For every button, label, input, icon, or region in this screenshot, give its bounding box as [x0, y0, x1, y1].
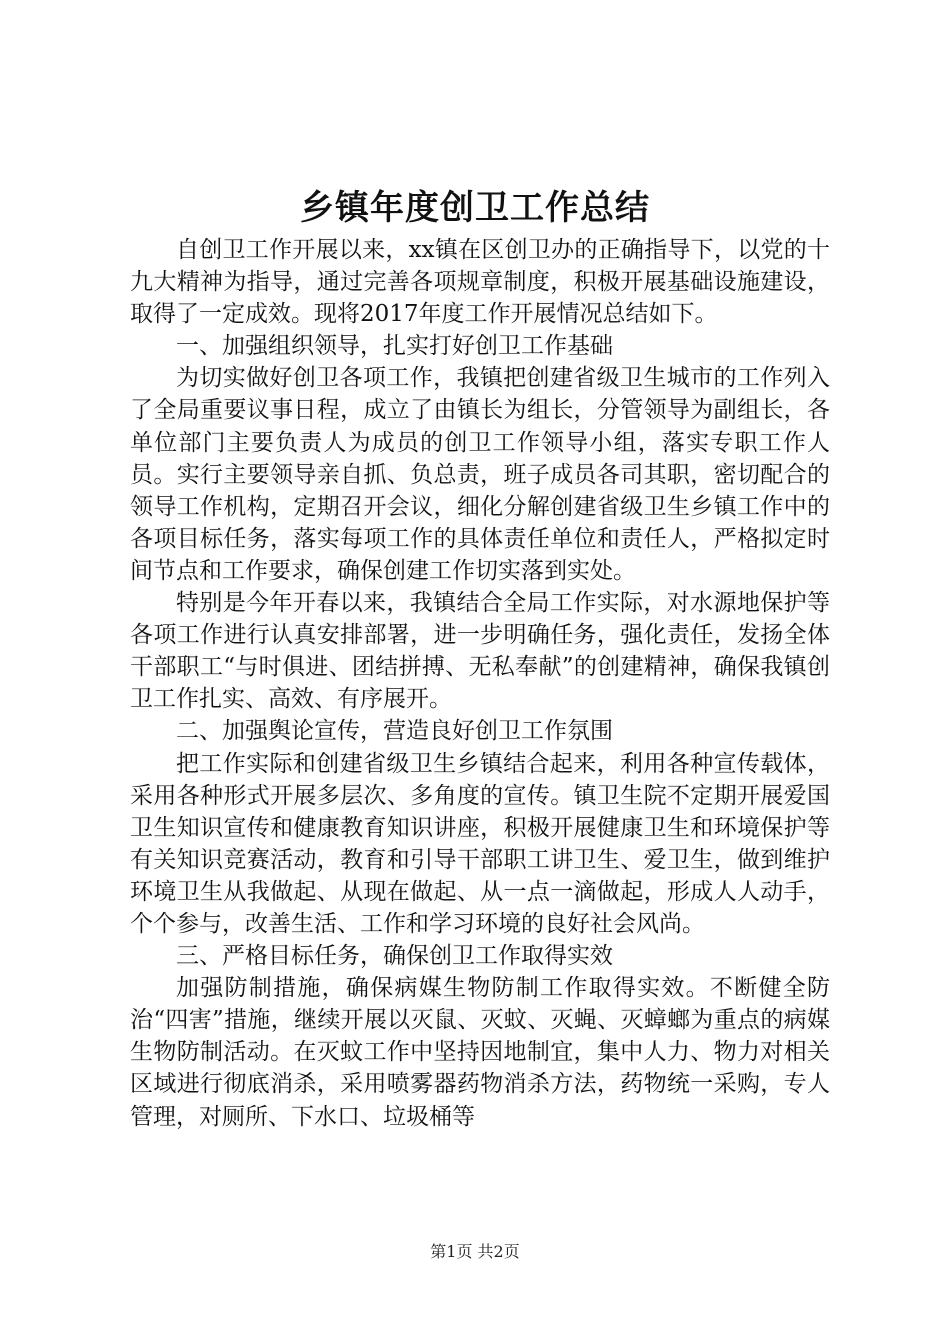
- paragraph-organization: 为切实做好创卫各项工作，我镇把创建省级卫生城市的工作列入了全局重要议事日程，成立了由镇长为组长，分管领导为副组长，各单位部门主要负责人为成员的创卫工作领导小组，落实专职工作人员。实行主要领导亲自抓、负总责，班子成员各司其职，密切配合的领导工作机构，定期召开会议，细化分解创建省级卫生乡镇工作中的各项目标任务，落实每项工作的具体责任单位和责任人，严格拟定时间节点和工作要求，确保创建工作切实落到实处。: [130, 365, 830, 584]
- paragraph-spring-work: 特别是今年开春以来，我镇结合全局工作实际，对水源地保护等各项工作进行认真安排部署，进一步明确任务，强化责任，发扬全体干部职工“与时俱进、团结拼搏、无私奉献”的创建精神，确保我镇创卫工作扎实、高效、有序展开。: [130, 590, 830, 713]
- section-heading-3: 三、严格目标任务，确保创卫工作取得实效: [176, 943, 613, 970]
- paragraph-intro: 自创卫工作开展以来，xx镇在区创卫办的正确指导下，以党的十九大精神为指导，通过完善各项规章制度，积极开展基础设施建设，取得了一定成效。现将2017年度工作开展情况总结如下。: [130, 237, 830, 328]
- section-heading-1: 一、加强组织领导，扎实打好创卫工作基础: [176, 333, 613, 360]
- section-heading-2: 二、加强舆论宣传，营造良好创卫工作氛围: [176, 718, 613, 745]
- page-footer: 第1页 共2页: [430, 1242, 520, 1261]
- document-title: 乡镇年度创卫工作总结: [300, 188, 650, 228]
- document-body: [130, 234, 830, 1133]
- paragraph-vector-control: 加强防制措施，确保病媒生物防制工作取得实效。不断健全防治“四害”措施，继续开展以灭鼠、灭蚊、灭蝇、灭蟑螂为重点的病媒生物防制活动。在灭蚊工作中坚持因地制宜，集中人力、物力对相关区域进行彻底消杀，采用喷雾器药物消杀方法，药物统一采购，专人管理，对厕所、下水口、垃圾桶等: [130, 975, 830, 1130]
- paragraph-publicity: 把工作实际和创建省级卫生乡镇结合起来，利用各种宣传载体，采用各种形式开展多层次、多角度的宣传。镇卫生院不定期开展爱国卫生知识宣传和健康教育知识讲座，积极开展健康卫生和环境保护等有关知识竞赛活动，教育和引导干部职工讲卫生、爱卫生，做到维护环境卫生从我做起、从现在做起、从一点一滴做起，形成人人动手，个个参与，改善生活、工作和学习环境的良好社会风尚。: [130, 750, 830, 937]
